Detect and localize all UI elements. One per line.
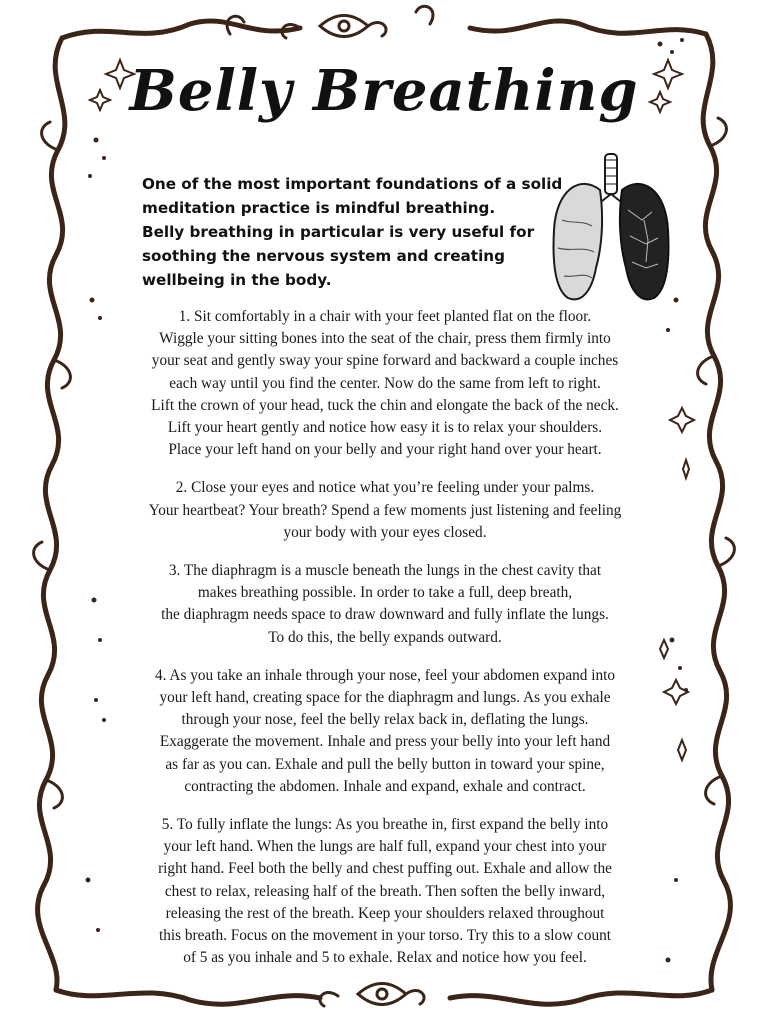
step-line: 3. The diaphragm is a muscle beneath the lungs in the chest cavity that (168, 562, 602, 580)
step-line: chest to relax, releasing half of the breath. Then soften the belly inward, (164, 882, 606, 900)
step-line: 1. Sit comfortably in a chair with your feet planted flat on the floor. (178, 308, 592, 325)
intro-line: meditation practice is mindful breathing. (142, 199, 496, 217)
step-line: Lift the crown of your head, tuck the chin and elongate the back of the neck. (151, 396, 619, 414)
step-line: Your heartbeat? Your breath? Spend a few moments just listening and feeling (148, 501, 622, 519)
step-line: through your nose, feel the belly relax back in, deflating the lungs. (181, 711, 589, 729)
step-line: Wiggle your sitting bones into the seat of the chair, press them firmly into (159, 330, 611, 348)
step-line: 5. To fully inflate the lungs: As you breathe in, first expand the belly into (161, 816, 609, 834)
step-4 (118, 665, 652, 798)
intro-line: soothing the nervous system and creating (142, 247, 505, 265)
step-1 (118, 306, 652, 461)
intro-line: wellbeing in the body. (142, 271, 332, 289)
page-title: Belly Breathing (129, 58, 639, 124)
step-line: your left hand, creating space for the diaphragm and lungs. As you exhale (159, 689, 611, 707)
step-line: Lift your heart gently and notice how easy it is to relax your shoulders. (167, 419, 603, 437)
step-line: right hand. Feel both the belly and chest puffing out. Exhale and allow the (158, 860, 612, 878)
step-5 (118, 814, 652, 969)
step-line: Exaggerate the movement. Inhale and press your belly into your left hand (159, 733, 611, 751)
intro-paragraph (142, 172, 563, 292)
step-3 (118, 560, 652, 649)
step-line: makes breathing possible. In order to take a full, deep breath, (197, 584, 573, 602)
step-line: your body with your eyes closed. (283, 523, 487, 541)
step-line: the diaphragm needs space to draw downward and fully inflate the lungs. (161, 606, 609, 624)
step-line: 4. As you take an inhale through your nose, feel your abdomen expand into (154, 666, 616, 684)
instructions (118, 306, 652, 969)
step-line: your left hand. When the lungs are half full, expand your chest into your (163, 838, 607, 856)
step-2 (118, 477, 652, 544)
lungs-icon (548, 150, 674, 306)
step-line: your seat and gently sway your spine forward and backward a couple inches (151, 352, 619, 370)
step-line: To do this, the belly expands outward. (268, 628, 502, 646)
step-line: contracting the abdomen. Inhale and expand, exhale and contract. (184, 777, 586, 795)
step-line: of 5 as you inhale and 5 to exhale. Relax and notice how you feel. (183, 949, 587, 967)
step-line: Place your left hand on your belly and your right hand over your heart. (168, 441, 602, 459)
step-line: as far as you can. Exhale and pull the belly button in toward your spine, (165, 755, 605, 773)
step-line: 2. Close your eyes and notice what you’re feeling under your palms. (175, 479, 595, 497)
step-line: releasing the rest of the breath. Keep your shoulders relaxed throughout (165, 904, 605, 922)
intro-line: One of the most important foundations of a solid (142, 175, 563, 193)
intro-line: Belly breathing in particular is very useful for (142, 223, 535, 241)
step-line: each way until you find the center. Now do the same from left to right. (169, 374, 601, 392)
step-line: this breath. Focus on the movement in your torso. Try this to a slow count (158, 927, 612, 945)
